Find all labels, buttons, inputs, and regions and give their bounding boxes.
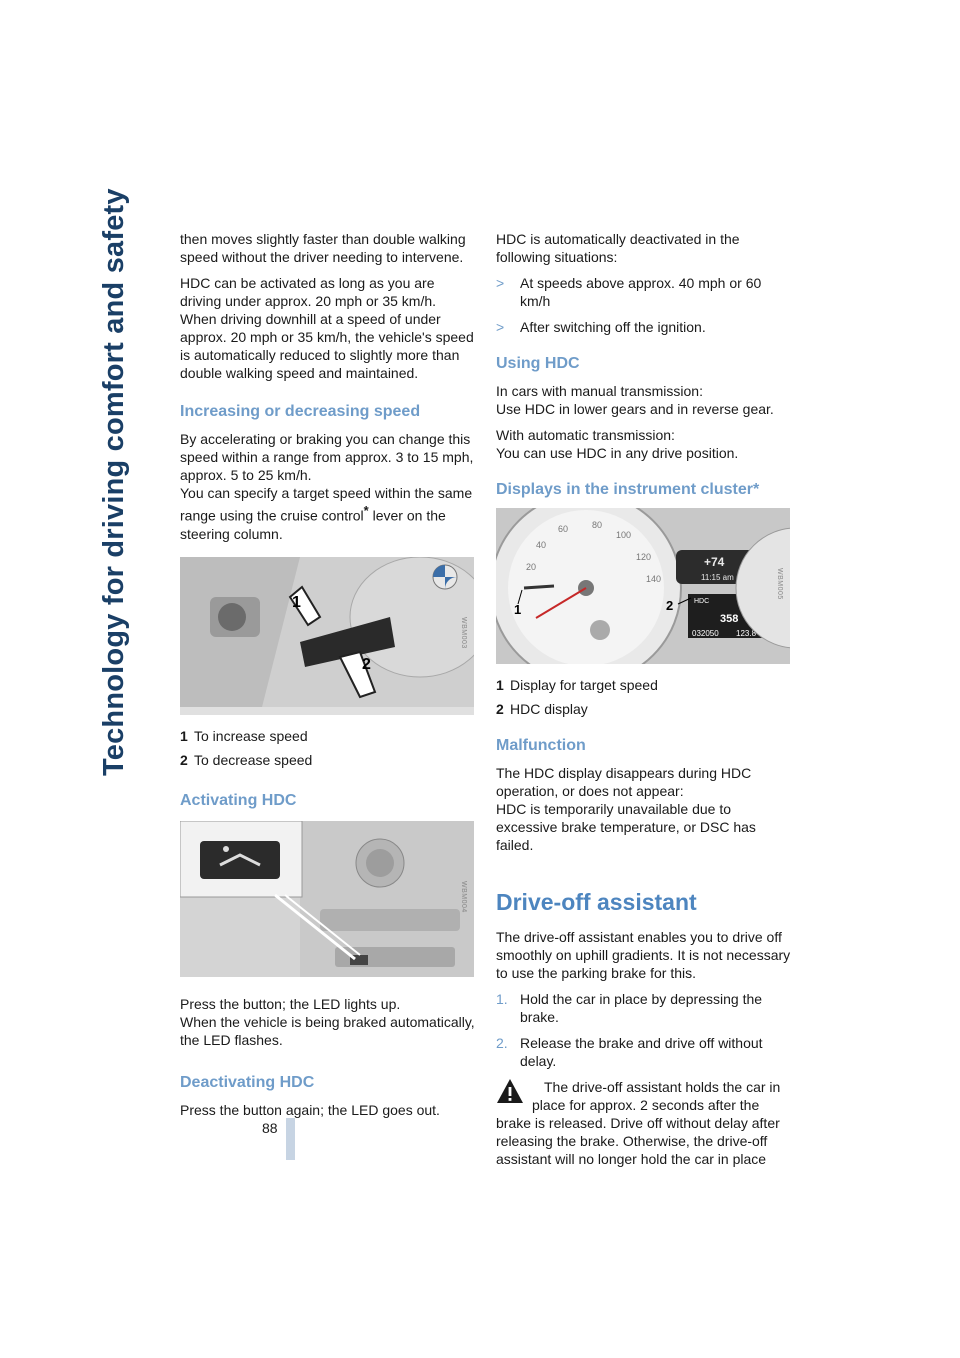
using-heading: Using HDC [496,355,580,372]
step-text-1: Hold the car in place by depressing the brake. [520,991,763,1025]
legend-item-2 [180,751,476,769]
deactivate-heading: Deactivating HDC [180,1073,315,1091]
bullet-item-2 [496,318,792,336]
legend-text-1: To increase speed [194,727,308,744]
cluster-hdc-label: HDC [694,598,710,605]
step-text-2: Release the brake and drive off without delay. [520,1035,763,1069]
svg-text:20: 20 [526,562,537,572]
right-column [496,230,792,1176]
warning-text: The drive-off assistant holds the car in place for approx. 2 seconds after the brake is released. Drive off without delay after releasing the brake. Otherwise, the drive-off assistant will no longer hold the car in place [496,1079,781,1167]
warning-block [496,1078,792,1168]
using-paragraph-2 [496,426,792,462]
bullet-mark-1: > [496,275,505,291]
cluster-trip: 123.8 [736,629,757,638]
activate-heading: Activating HDC [180,791,297,809]
cluster-legend-number-2: 2 [496,701,504,717]
cluster-odometer: 032050 [692,629,719,638]
instrument-cluster-illustration [496,508,790,664]
speed-paragraph-2-b: lever on the steering column. [180,507,446,542]
figure1-label-1: 1 [292,593,301,611]
speed-heading: Increasing or decreasing speed [180,403,421,420]
intro-paragraph-1: then moves slightly faster than double walking speed without the driver needing to intervene. [180,231,466,265]
hdc-button-image [180,821,474,977]
legend-text-2: To decrease speed [194,751,313,768]
step-number-2: 2. [496,1035,508,1051]
cluster-label-2: 2 [666,598,674,613]
legend-number-2: 2 [180,751,188,768]
cluster-target-speed: +74 [704,555,725,569]
left-column [180,230,476,1127]
driveoff-heading: Drive-off assistant [496,889,697,915]
cluster-clock: 11:15 am [701,573,734,582]
svg-text:60: 60 [558,524,569,534]
step-item-1 [496,990,792,1026]
displays-heading: Displays in the instrument cluster* [496,481,760,498]
using-paragraph-2b: You can use HDC in any drive position. [496,445,739,461]
svg-text:120: 120 [636,552,652,562]
svg-text:140: 140 [646,574,662,584]
malfunction-paragraph-2: HDC is temporarily unavailable due to excessive brake temperature, or DSC has failed. [496,801,756,853]
svg-text:100: 100 [616,530,632,540]
cruise-lever-illustration [180,557,474,715]
cluster-legend-item-1 [496,676,792,694]
step-item-2 [496,1034,792,1070]
optional-star-icon: * [363,503,369,518]
activate-paragraph-2: When the vehicle is being braked automatically, the LED flashes. [180,1013,475,1048]
intro-paragraph-2: HDC can be activated as long as you are driving under approx. 20 mph or 35 km/h. When driving downhill at a speed of under approx. 20 mph or 35 km/h, the vehicle's speed is automatically reduced to slightly more than double walking speed and maintained. [180,275,474,381]
legend-item-1 [180,727,476,745]
instrument-cluster-image [496,508,790,664]
bullet-mark-2: > [496,319,505,335]
figure1-label-2: 2 [362,655,371,673]
hdc-button-illustration [180,821,474,977]
auto-deactivation-paragraph: HDC is automatically deactivated in the following situations: [496,231,740,265]
using-paragraph-1a: In cars with manual transmission: [496,383,703,399]
step-number-1: 1. [496,991,508,1007]
speed-paragraph-2-a: You can specify a target speed within the same range using the cruise control [180,485,473,524]
bullet-text-1: At speeds above approx. 40 mph or 60 km/h [520,275,762,309]
svg-text:40: 40 [536,540,547,550]
bullet-item-1 [496,274,792,310]
malfunction-paragraph-1: The HDC display disappears during HDC operation, or does not appear: [496,765,752,799]
svg-text:80: 80 [592,520,603,530]
speed-paragraph-1: By accelerating or braking you can change this speed within a range from approx. 3 to 15 mph, approx. 5 to 25 km/h. [180,431,474,483]
cluster-legend-text-1: Display for target speed [510,677,658,693]
cluster-legend-item-2 [496,700,792,718]
cluster-legend-number-1: 1 [496,677,504,693]
cruise-control-lever-image [180,557,474,715]
cluster-range: 358 [720,613,739,625]
legend-number-1: 1 [180,727,188,744]
chapter-title: Technology for driving comfort and safety [98,188,130,776]
speed-paragraph-2 [180,484,476,543]
figure2-code: WBM004 [460,880,467,913]
deactivate-paragraph: Press the button again; the LED goes out. [180,1101,440,1118]
using-paragraph-2a: With automatic transmission: [496,427,675,443]
page-number: 88 [262,1120,278,1136]
cluster-label-1: 1 [514,602,522,617]
using-paragraph-1 [496,382,792,418]
using-paragraph-1b: Use HDC in lower gears and in reverse gear. [496,401,774,417]
figure1-code: WBM003 [460,616,467,649]
activate-paragraph-1: Press the button; the LED lights up. [180,995,401,1012]
cluster-legend-text-2: HDC display [510,701,588,717]
warning-triangle-icon [496,1078,524,1104]
driveoff-paragraph: The drive-off assistant enables you to drive off smoothly on uphill gradients. It is not necessary to use the parking brake for this. [496,929,791,981]
malfunction-heading: Malfunction [496,737,586,754]
bullet-text-2: After switching off the ignition. [520,319,706,335]
figure3-code: WBM005 [776,568,783,600]
